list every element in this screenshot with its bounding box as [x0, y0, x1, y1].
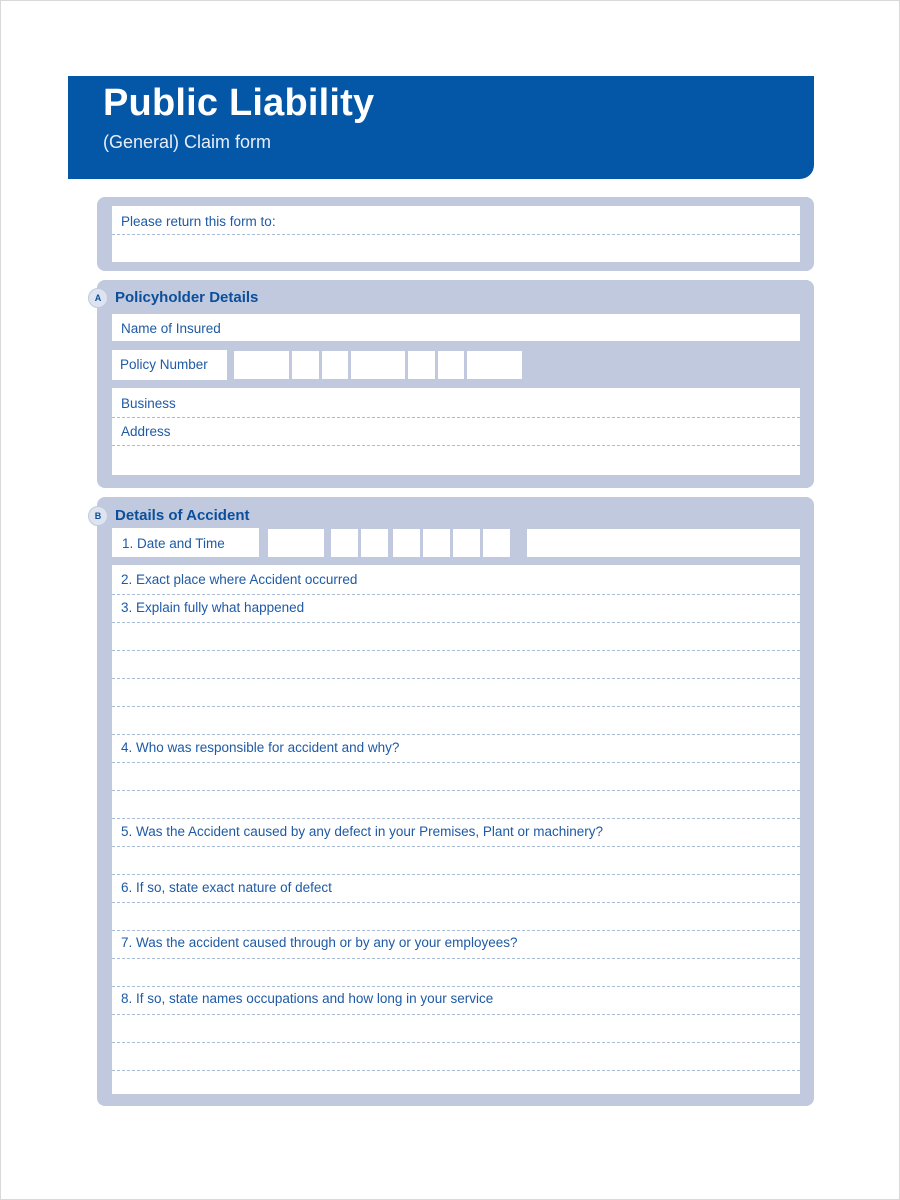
return-label: Please return this form to: [121, 214, 276, 229]
question-6: 6. If so, state exact nature of defect [121, 880, 332, 895]
date-time-label-box [112, 528, 259, 557]
date-cell[interactable] [268, 529, 324, 557]
question-8: 8. If so, state names occupations and how long in your service [121, 991, 494, 1006]
section-b-badge: B [88, 506, 108, 526]
form-header [68, 76, 814, 179]
date-cell[interactable] [361, 529, 388, 557]
policy-number-cell[interactable] [292, 351, 319, 379]
question-3: 3. Explain fully what happened [121, 600, 305, 615]
policy-number-cell[interactable] [438, 351, 464, 379]
policy-number-cell[interactable] [408, 351, 435, 379]
time-cell[interactable] [527, 529, 800, 557]
section-a-badge: A [88, 288, 108, 308]
question-7: 7. Was the accident caused through or by any or your employees? [121, 935, 518, 950]
section-b-title: Details of Accident [115, 507, 250, 524]
business-address-field[interactable] [112, 388, 800, 475]
address-label: Address [121, 424, 171, 439]
policy-number-cell[interactable] [322, 351, 348, 379]
policy-number-cell[interactable] [351, 351, 405, 379]
business-label: Business [121, 396, 176, 411]
date-cell[interactable] [393, 529, 420, 557]
return-address-field[interactable] [112, 206, 800, 262]
date-cell[interactable] [453, 529, 480, 557]
question-5: 5. Was the Accident caused by any defect in your Premises, Plant or machinery? [121, 824, 603, 839]
return-panel [97, 197, 814, 271]
policy-number-cell[interactable] [467, 351, 522, 379]
question-2: 2. Exact place where Accident occurred [121, 572, 358, 587]
name-of-insured-field[interactable] [112, 314, 800, 341]
date-cell[interactable] [331, 529, 358, 557]
policy-number-cell[interactable] [234, 351, 289, 379]
form-title: Public Liability [103, 82, 375, 124]
date-cell[interactable] [483, 529, 510, 557]
section-a-title: Policyholder Details [115, 289, 259, 306]
policy-number-label: Policy Number [120, 357, 208, 372]
question-4: 4. Who was responsible for accident and why? [121, 740, 400, 755]
form-subtitle: (General) Claim form [103, 132, 272, 152]
policy-number-label-box [112, 350, 227, 380]
date-time-label: 1. Date and Time [122, 536, 225, 551]
accident-details-field[interactable] [112, 565, 800, 1094]
name-of-insured-label: Name of Insured [121, 321, 221, 336]
date-cell[interactable] [423, 529, 450, 557]
